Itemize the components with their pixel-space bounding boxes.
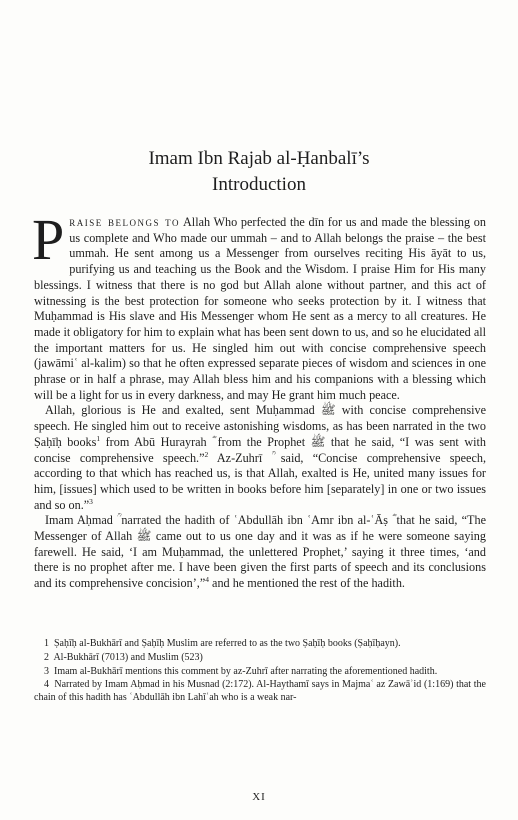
footnote-3 xyxy=(34,666,486,679)
page-number: XI xyxy=(252,791,266,803)
footnote-ref-4[interactable]: 4 xyxy=(205,575,209,585)
paragraph-2-text-a: Allah, glorious is He and exalted, sent Muḥammad ﷺ with concise comprehensive speech. He singled him out to receive astonishing wisdoms, as has been narrated in the two Ṣaḥīḥ books xyxy=(34,403,486,449)
chapter-title-line-2: Introduction xyxy=(212,174,306,195)
footnote-ref-2[interactable]: 2 xyxy=(204,449,209,459)
lead-in-small-caps: raise belongs to xyxy=(69,215,180,229)
footnote-1 xyxy=(34,638,486,651)
footnote-number: 4 xyxy=(44,679,49,691)
chapter-title-line-1: Imam Ibn Rajab al-Ḥanbalī’s xyxy=(148,148,370,169)
footnote-2 xyxy=(34,652,486,665)
paragraph-3 xyxy=(34,513,486,592)
paragraph-3-text-a: Imam Aḥmad ؒ narrated the hadith of ʿAbdullāh ibn ʿAmr ibn al-ʿĀṣ ؓ that he said, “The Messenger of Allah ﷺ came out to us one day and it was as if he were someone saying farewell. He said, ‘I am Muḥammad, the unlettered Prophet,’ saying it three times, ‘and there is no prophet after me. I have been given the first parts of speech and its conclusions and its comprehensive concision’,” xyxy=(34,513,486,591)
paragraph-2-text-b: from Abū Hurayrah ؓ from the Prophet ﷺ that he said, “I was sent with concise comprehensive speech.” xyxy=(34,434,486,465)
footnote-number: 1 xyxy=(44,638,49,649)
footnote-4 xyxy=(34,679,486,705)
footnote-ref-1[interactable]: 1 xyxy=(96,433,101,443)
chapter-title xyxy=(0,146,518,198)
footnote-text: Narrated by Imam Aḥmad in his Musnad (2:172). Al-Haythamī says in Majmaʿ az Zawāʾid (1:169) that the chain of this hadith has ʿAbdullāh ibn Lahīʿah who is a weak nar- xyxy=(34,679,486,704)
paragraph-2 xyxy=(34,403,486,513)
footnote-number: 2 xyxy=(44,651,49,663)
footnote-text: Ṣaḥīḥ al-Bukhārī and Ṣaḥīḥ Muslim are referred to as the two Ṣaḥīḥ books (Ṣaḥīḥayn). xyxy=(54,638,401,649)
main-text xyxy=(32,207,486,592)
footnote-ref-3[interactable]: 3 xyxy=(89,496,93,506)
paragraph-1-text: Allah Who perfected the dīn for us and made the blessing on us complete and Who made our ummah – and to Allah belongs the praise – the best ummah. He sent among us a Messenger from ourselves reciting His āyāt to us, purifying us and teaching us the Book and the Wisdom. I praise Him for His many blessings. I witness that there is no god but Allah alone without partner, and this act of witnessing is the best protection for someone who seeks protection by it. I witness that Muḥammad is His slave and His Messenger whom He sent as a mercy to all creatures. He made it obligatory for him to explain what has been sent down to us, and so he elucidated all the important matters for us. He singled him out with concise comprehensive speech (jawāmiʿ al-kalim) so that he often expressed separate pieces of wisdom and sciences in one phrase or in half a phrase, may Allah bless him and his companions with a blessing which will be a light for us in every darkness, and may He grant him much peace. xyxy=(34,215,486,402)
paragraph-1 xyxy=(32,207,486,403)
drop-cap: P xyxy=(32,207,65,272)
footnotes xyxy=(34,638,486,706)
paragraph-3-text-b: and he mentioned the rest of the hadith. xyxy=(209,576,405,591)
footnote-text: Al-Bukhārī (7013) and Muslim (523) xyxy=(53,651,203,663)
footnote-text: Imam al-Bukhārī mentions this comment by az-Zuhrī after narrating the aforementioned hadith. xyxy=(54,665,438,677)
paragraph-2-text-c: Az-Zuhrī ؒ said, “Concise comprehensive speech, according to that which has reached us, is that Allah, exalted is He, united many issues for him, [issues] which used to be written in books before him [separately] in one or two issues and so on.” xyxy=(34,450,486,512)
footnote-number: 3 xyxy=(44,665,49,677)
